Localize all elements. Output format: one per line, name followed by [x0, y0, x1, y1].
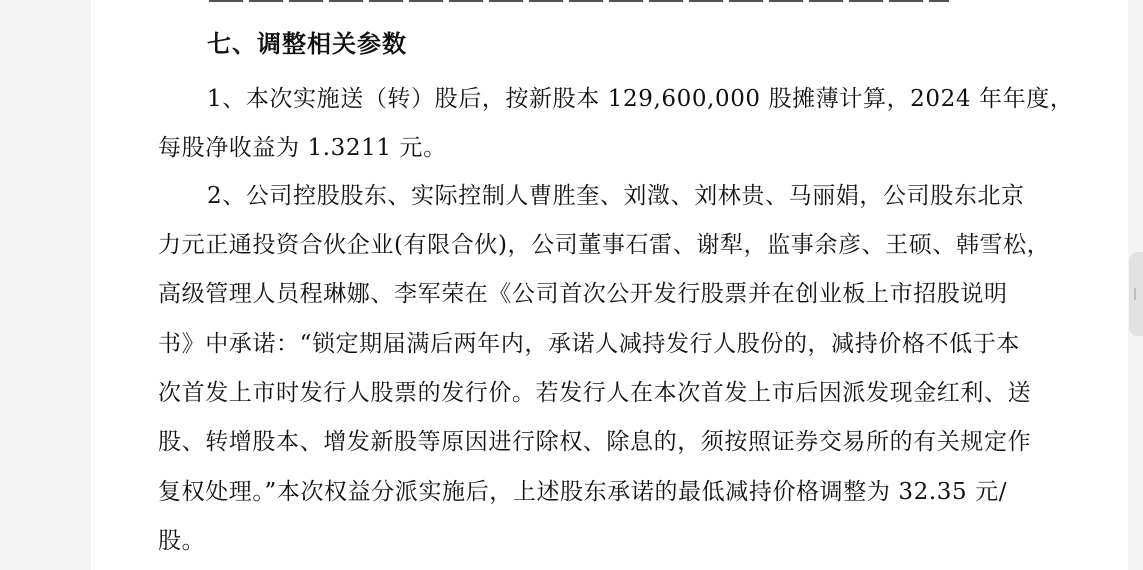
side-panel-handle[interactable]	[1129, 252, 1143, 336]
item-2-line-8: 股。	[158, 528, 206, 554]
item-1-line-1: 1、本次实施送（转）股后，按新股本 129,600,000 股摊薄计算，2024 年年度，	[207, 86, 1074, 112]
item-2-line-3: 高级管理人员程琳娜、李军荣在《公司首次公开发行股票并在创业板上市招股说明	[158, 281, 1008, 307]
item-2-line-1: 2、公司控股股东、实际控制人曹胜奎、刘澂、刘林贵、马丽娟，公司股东北京	[207, 183, 1025, 209]
section-heading: 七、调整相关参数	[207, 29, 407, 58]
item-2-line-7: 复权处理。”本次权益分派实施后，上述股东承诺的最低减持价格调整为 32.35 元/	[158, 479, 1008, 505]
item-2-line-2: 力元正通投资合伙企业(有限合伙)，公司董事石雷、谢犁，监事余彦、王硕、韩雪松，	[158, 232, 1051, 258]
document-page	[91, 0, 1128, 570]
item-1-line-2: 每股净收益为 1.3211 元。	[158, 135, 447, 161]
item-2-line-4: 书》中承诺：“锁定期届满后两年内，承诺人减持发行人股份的，减持价格不低于本	[158, 331, 1020, 357]
clipped-previous-line	[209, 0, 949, 2]
item-2-line-6: 股、转增股本、增发新股等原因进行除权、除息的，须按照证券交易所的有关规定作	[158, 429, 1032, 455]
grip-icon	[1134, 288, 1142, 300]
item-2-line-5: 次首发上市时发行人股票的发行价。若发行人在本次首发上市后因派发现金红利、送	[158, 380, 1032, 406]
